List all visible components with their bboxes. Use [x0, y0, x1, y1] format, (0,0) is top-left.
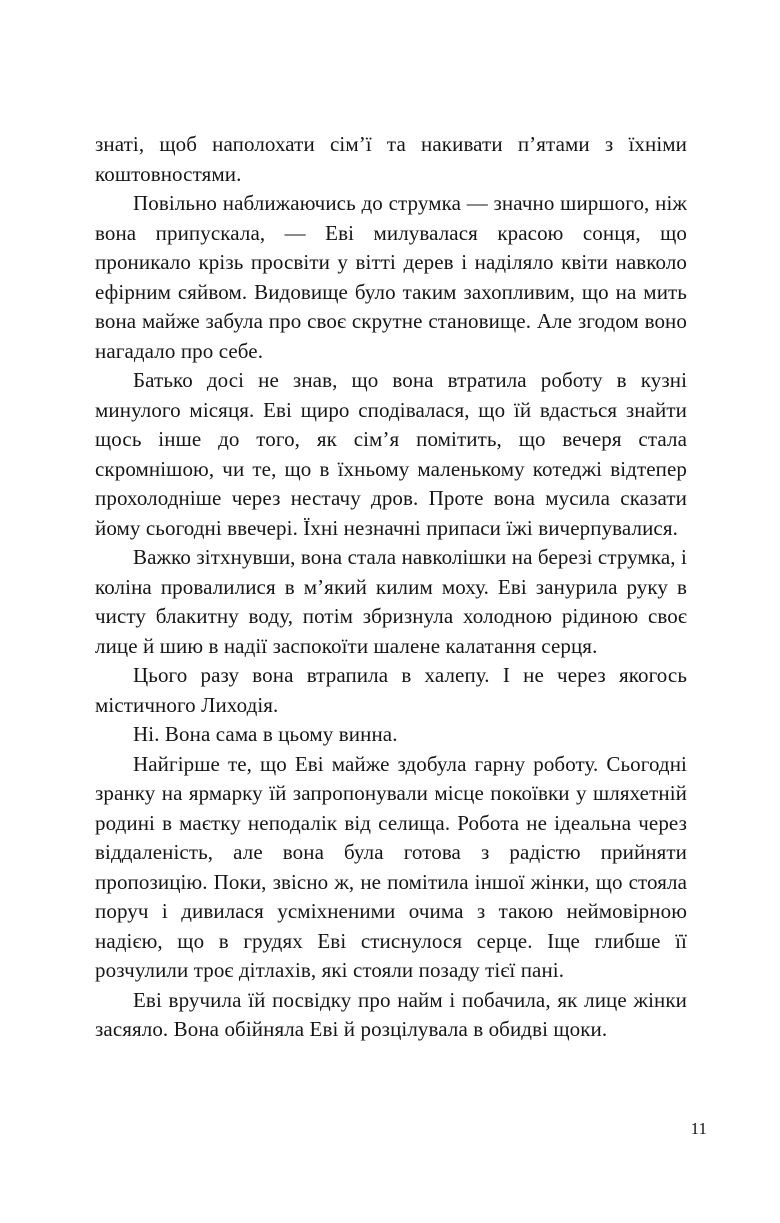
paragraph: Найгірше те, що Еві майже здобула гарну роботу. Сьогодні зранку на ярмарку їй запропонували місце покоївки у шляхетній родині в маєтку неподалік від селища. Робота не ідеальна через віддаленість, але вона була готова з радістю прийняти пропозицію. Поки, звісно ж, не помітила іншої жінки, що стояла поруч і дивилася усміхненими очима з такою неймовірною надією, що в грудях Еві стиснулося серце. Іще глибше її розчулили троє дітлахів, які стояли позаду тієї пані.	[95, 751, 687, 982]
paragraph: Еві вручила їй посвідку про найм і побачила, як лице жінки засяяло. Вона обійняла Еві й розцілувала в обидві щоки.	[95, 987, 687, 1041]
paragraph: Цього разу вона втрапила в халепу. І не через якогось містичного Лиходія.	[95, 663, 687, 717]
paragraph: Ні. Вона сама в цьому винна.	[133, 722, 398, 746]
page-number: 11	[690, 1119, 707, 1138]
paragraph: знаті, щоб наполохати сім’ї та накивати п’ятами з їхніми коштовностями.	[95, 132, 687, 186]
text-block	[95, 130, 687, 1045]
paragraph: Важко зітхнувши, вона стала навколішки на березі струмка, і коліна провалилися в м’який килим моху. Еві занурила руку в чисту блакитну воду, потім збризнула холодною рідиною своє лице й шию в надії заспокоїти шалене калатання серця.	[95, 545, 687, 658]
paragraph: Батько досі не знав, що вона втратила роботу в кузні минулого місяця. Еві щиро сподівалася, що їй вдасться знайти щось інше до того, як сім’я помітить, що вечеря стала скромнішою, чи те, що в їхньому маленькому котеджі відтепер прохолодніше через нестачу дров. Проте вона мусила сказати йому сьогодні ввечері. Їхні незначні припаси їжі вичерпувалися.	[95, 368, 687, 540]
paragraph: Повільно наближаючись до струмка — значно ширшого, ніж вона припускала, — Еві милувалася красою сонця, що проникало крізь просвіти у вітті дерев і наділяло квіти навколо ефірним сяйвом. Видовище було таким захопливим, що на мить вона майже забула про своє скрутне становище. Але згодом воно нагадало про себе.	[95, 191, 687, 363]
